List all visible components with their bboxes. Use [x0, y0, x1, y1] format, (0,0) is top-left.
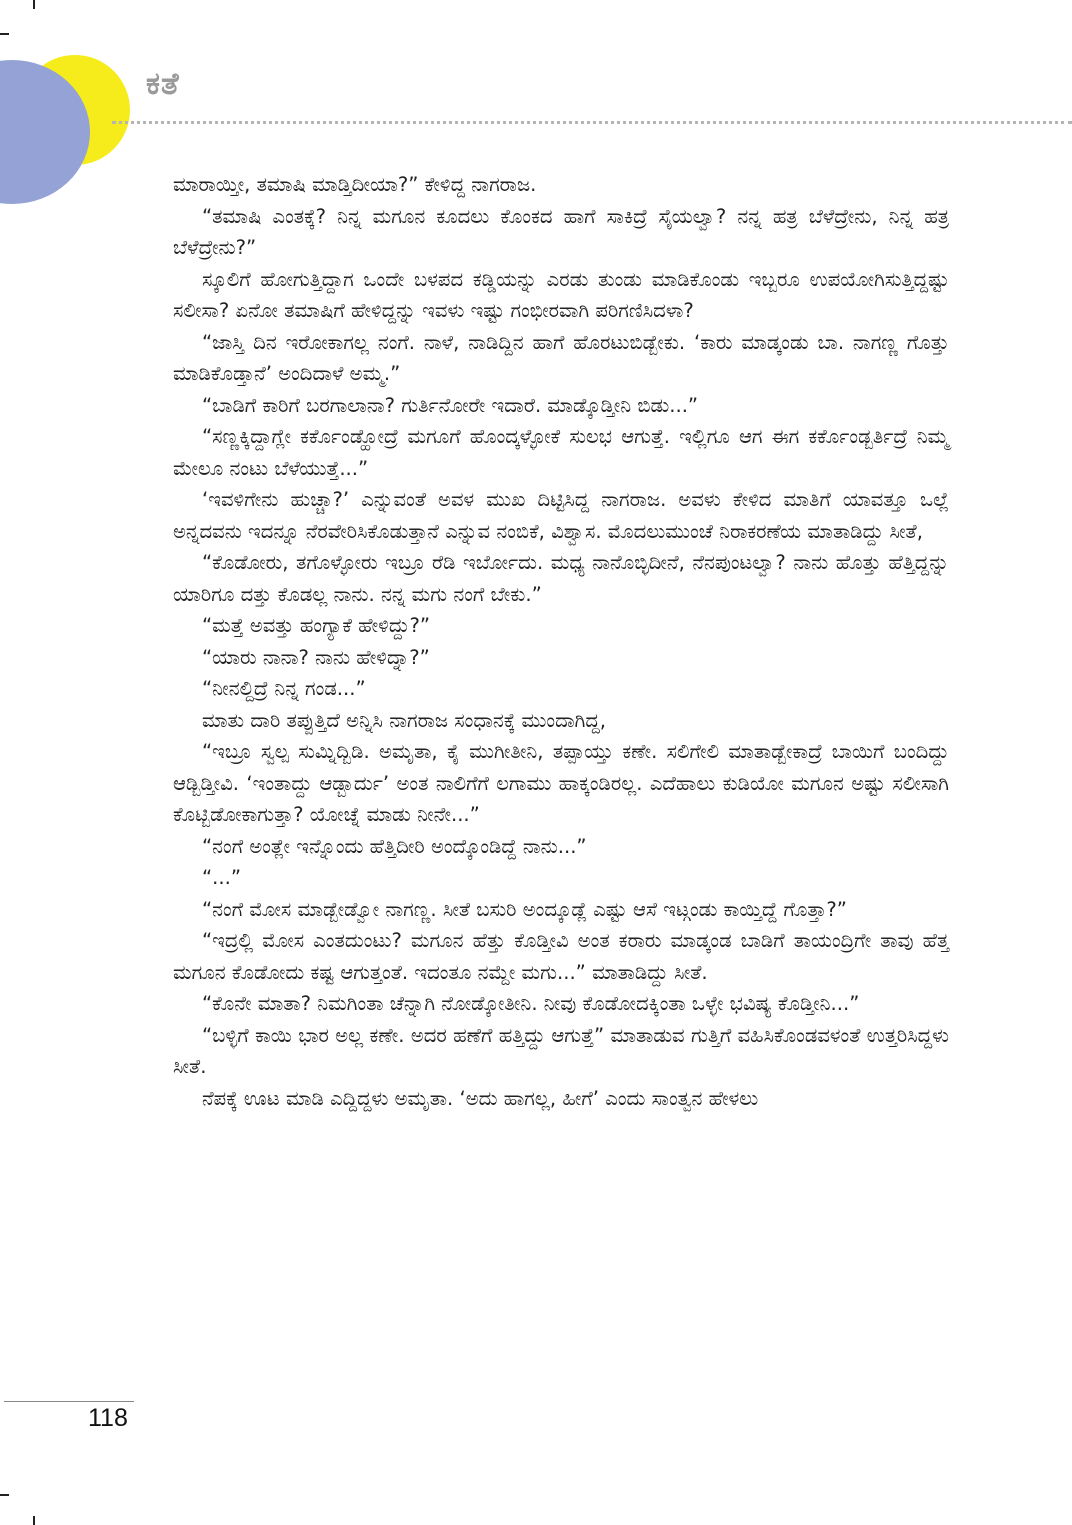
paragraph: “ಇಬ್ರೂ ಸ್ವಲ್ಪ ಸುಮ್ನಿದ್ಬಿಡಿ. ಅಮೃತಾ, ಕೈ ಮುಗೀತೀನಿ, ತಪ್ಪಾಯ್ತು ಕಣೇ. ಸಲಿಗೇಲಿ ಮಾತಾಡ್ಬೇಕಾದ್ರೆ ಬಾಯಿಗೆ ಬಂದಿದ್ದು ಆಡ್ಬಿಡ್ತೀವಿ. ‘ಇಂತಾದ್ದು ಆಡ್ಬಾರ್ದು’ ಅಂತ ನಾಲಿಗೆಗೆ ಲಗಾಮು ಹಾಕ್ಕಂಡಿರಲ್ಲ. ಎದೆಹಾಲು ಕುಡಿಯೋ ಮಗೂನ ಅಷ್ಟು ಸಲೀಸಾಗಿ ಕೊಟ್ಬಿಡೋಕಾಗುತ್ತಾ? ಯೋಚ್ನೆ ಮಾಡು ನೀನೇ...”: [173, 740, 949, 826]
section-title: ಕತೆ: [146, 66, 180, 102]
paragraph: “ಬಾಡಿಗೆ ಕಾರಿಗೆ ಬರಗಾಲಾನಾ? ಗುರ್ತಿನೋರೇ ಇದಾರೆ. ಮಾಡ್ಕೊಡ್ತೀನಿ ಬಿಡು...”: [202, 393, 699, 417]
paragraph: ನೆಪಕ್ಕೆ ಊಟ ಮಾಡಿ ಎದ್ದಿದ್ದಳು ಅಮೃತಾ. ‘ಅದು ಹಾಗಲ್ಲ, ಹೀಗೆ’ ಎಂದು ಸಾಂತ್ವನ ಹೇಳಲು: [202, 1086, 759, 1110]
paragraph: ‘ಇವಳಿಗೇನು ಹುಚ್ಚಾ?’ ಎನ್ನುವಂತೆ ಅವಳ ಮುಖ ದಿಟ್ಟಿಸಿದ್ದ ನಾಗರಾಜ. ಅವಳು ಕೇಳಿದ ಮಾತಿಗೆ ಯಾವತ್ತೂ ಒಲ್ಲೆ ಅನ್ನದವನು ಇದನ್ನೂ ನೆರವೇರಿಸಿಕೊಡುತ್ತಾನೆ ಎನ್ನುವ ನಂಬಿಕೆ, ವಿಶ್ವಾಸ. ಮೊದಲುಮುಂಚೆ ನಿರಾಕರಣೆಯ ಮಾತಾಡಿದ್ದು ಸೀತೆ,: [173, 488, 949, 543]
paragraph: “ಮತ್ತೆ ಅವತ್ತು ಹಂಗ್ಯಾಕೆ ಹೇಳಿದ್ದು?”: [202, 614, 431, 637]
page-number-rule: [4, 1401, 134, 1402]
paragraph: “ಕೊನೇ ಮಾತಾ? ನಿಮಗಿಂತಾ ಚೆನ್ನಾಗಿ ನೋಡ್ಕೋತೀನಿ. ನೀವು ಕೊಡೋದಕ್ಕಿಂತಾ ಒಳ್ಳೇ ಭವಿಷ್ಯ ಕೊಡ್ತೀನಿ...”: [202, 992, 860, 1015]
paragraph: “ನಂಗೆ ಮೋಸ ಮಾಡ್ಬೇಡ್ವೋ ನಾಗಣ್ಣ. ಸೀತೆ ಬಸುರಿ ಅಂದ್ಕೂಡ್ಲೆ ಎಷ್ಟು ಆಸೆ ಇಟ್ಗಂಡು ಕಾಯ್ತಿದ್ದೆ ಗೊತ್ತಾ?”: [202, 897, 847, 921]
paragraph: “...”: [202, 866, 241, 889]
paragraph: ಮಾತು ದಾರಿ ತಪ್ಪುತ್ತಿದೆ ಅನ್ನಿಸಿ ನಾಗರಾಜ ಸಂಧಾನಕ್ಕೆ ಮುಂದಾಗಿದ್ದ,: [202, 708, 607, 732]
crop-mark-top-left: [33, 0, 35, 9]
paragraph: ಸ್ಕೂಲಿಗೆ ಹೋಗುತ್ತಿದ್ದಾಗ ಒಂದೇ ಬಳಪದ ಕಡ್ಡಿಯನ್ನು ಎರಡು ತುಂಡು ಮಾಡಿಕೊಂಡು ಇಬ್ಬರೂ ಉಪಯೋಗಿಸುತ್ತಿದ್ದಷ್ಟು ಸಲೀಸಾ? ಏನೋ ತಮಾಷಿಗೆ ಹೇಳಿದ್ದನ್ನು ಇವಳು ಇಷ್ಟು ಗಂಭೀರವಾಗಿ ಪರಿಗಣಿಸಿದಳಾ?: [173, 267, 949, 322]
paragraph: “ಸಣ್ಣಕ್ಕಿದ್ದಾಗ್ಲೇ ಕರ್ಕೊಂಡ್ಹೋದ್ರೆ ಮಗೂಗೆ ಹೊಂದ್ಕಳ್ಳೋಕೆ ಸುಲಭ ಆಗುತ್ತೆ. ಇಲ್ಲಿಗೂ ಆಗ ಈಗ ಕರ್ಕೊಂಡ್ಬರ್ತಿದ್ರೆ ನಿಮ್ಮ ಮೇಲೂ ನಂಟು ಬೆಳೆಯುತ್ತೆ...”: [173, 425, 949, 480]
paragraph: “ಕೊಡೋರು, ತಗೊಳ್ಳೋರು ಇಬ್ರೂ ರೆಡಿ ಇರ್ಬೋದು. ಮಧ್ಯ ನಾನೊಬ್ಳಿದೀನೆ, ನೆನಪುಂಟಲ್ವಾ? ನಾನು ಹೊತ್ತು ಹೆತ್ತಿದ್ದನ್ನು ಯಾರಿಗೂ ದತ್ತು ಕೊಡಲ್ಲ ನಾನು. ನನ್ನ ಮಗು ನಂಗೆ ಬೇಕು.”: [173, 551, 949, 606]
paragraph: “ಜಾಸ್ತಿ ದಿನ ಇರೋಕಾಗಲ್ಲ ನಂಗೆ. ನಾಳೆ, ನಾಡಿದ್ದಿನ ಹಾಗೆ ಹೊರಟುಬಿಡ್ಬೇಕು. ‘ಕಾರು ಮಾಡ್ಕಂಡು ಬಾ. ನಾಗಣ್ಣ ಗೊತ್ತು ಮಾಡಿಕೊಡ್ತಾನೆ’ ಅಂದಿದಾಳೆ ಅಮ್ಮ.”: [173, 330, 949, 385]
paragraph: ಮಾರಾಯ್ತೀ, ತಮಾಷಿ ಮಾಡ್ತಿದೀಯಾ?” ಕೇಳಿದ್ದ ನಾಗರಾಜ.: [173, 173, 537, 196]
paragraph: “ತಮಾಷಿ ಎಂತಕ್ಕೆ? ನಿನ್ನ ಮಗೂನ ಕೂದಲು ಕೊಂಕದ ಹಾಗೆ ಸಾಕಿದ್ರೆ ಸೈಯಲ್ವಾ? ನನ್ನ ಹತ್ರ ಬೆಳೆದ್ರೇನು, ನಿನ್ನ ಹತ್ರ ಬೆಳೆದ್ರೇನು?”: [173, 204, 949, 259]
paragraph: “ನೀನಲ್ದಿದ್ರೆ ನಿನ್ನ ಗಂಡ...”: [202, 677, 366, 700]
paragraph: “ಬಳ್ಳಿಗೆ ಕಾಯಿ ಭಾರ ಅಲ್ಲ ಕಣೇ. ಅದರ ಹಣೆಗೆ ಹತ್ತಿದ್ದು ಆಗುತ್ತೆ” ಮಾತಾಡುವ ಗುತ್ತಿಗೆ ವಹಿಸಿಕೊಂಡವಳಂತೆ ಉತ್ತರಿಸಿದ್ದಳು ಸೀತೆ.: [173, 1023, 949, 1078]
paragraph: “ಯಾರು ನಾನಾ? ನಾನು ಹೇಳಿದ್ನಾ?”: [202, 645, 430, 669]
story-body: [173, 169, 949, 1114]
paragraph: “ನಂಗೆ ಅಂತ್ಲೇ ಇನ್ನೊಂದು ಹೆತ್ತಿದೀರಿ ಅಂದ್ಕೊಂಡಿದ್ದೆ ನಾನು...”: [202, 834, 587, 858]
paragraph: “ಇದ್ರಲ್ಲಿ ಮೋಸ ಎಂತದುಂಟು? ಮಗೂನ ಹೆತ್ತು ಕೊಡ್ತೀವಿ ಅಂತ ಕರಾರು ಮಾಡ್ಕಂಡ ಬಾಡಿಗೆ ತಾಯಂದ್ರಿಗೇ ತಾವು ಹೆತ್ತ ಮಗೂನ ಕೊಡೋದು ಕಷ್ಟ ಆಗುತ್ತಂತೆ. ಇದಂತೂ ನಮ್ದೇ ಮಗು...” ಮಾತಾಡಿದ್ದು ಸೀತೆ.: [173, 929, 949, 984]
crop-mark-bottom-left-side: [0, 1494, 9, 1496]
page-number: 118: [88, 1404, 128, 1432]
header-dotted-rule: [112, 121, 1072, 124]
crop-mark-top-left-side: [0, 33, 9, 35]
crop-mark-bottom-left: [33, 1516, 35, 1525]
